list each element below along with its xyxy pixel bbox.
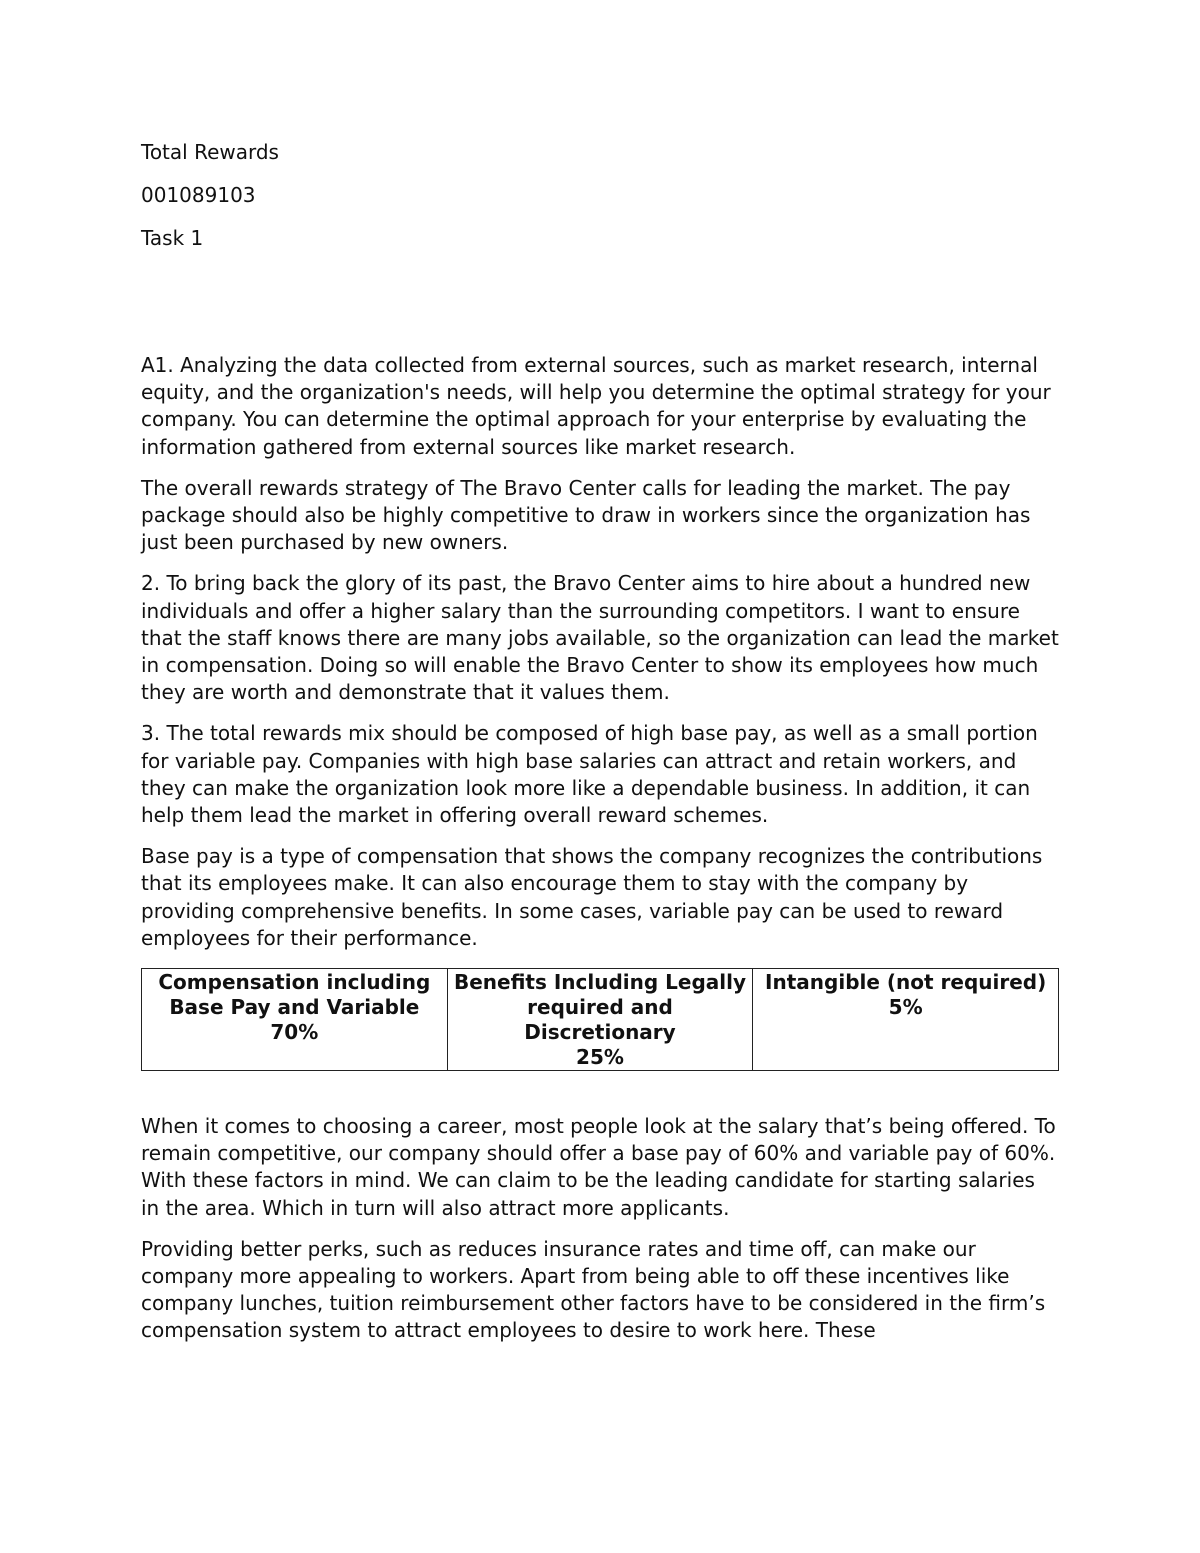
paragraph-strategy: The overall rewards strategy of The Bravo Center calls for leading the market. The pay package should also be highly competitive to draw in workers since the organization has just been purchased by new owners. [141,475,1031,555]
document-title: Total Rewards [141,140,279,164]
paragraph-base-pay: Base pay is a type of compensation that shows the company recognizes the contributions that its employees make. It can also encourage them to stay with the company by providing comprehensive benefits. In some cases, variable pay can be used to reward employees for their performance. [141,844,1043,950]
cell-percent: 25% [576,1045,624,1070]
table-row [142,969,1059,1071]
cell-percent: 5% [888,995,923,1020]
task-label: Task 1 [141,226,204,250]
cell-title: Benefits Including Legally required and Discretionary [453,970,747,1045]
document-body [141,139,1059,1359]
cell-title: Compensation including Base Pay and Variable [158,970,431,1020]
paragraph-perks: Providing better perks, such as reduces insurance rates and time off, can make our company more appealing to workers. Apart from being able to off these incentives like company lunches, tuition reimbursement other factors have to be considered in the firm’s compensation system to attract employees to desire to work here. These [141,1236,1046,1343]
cell-percent: 70% [270,1020,319,1045]
table-cell-benefits [447,969,753,1071]
blank-space [141,252,1059,352]
paragraph-career-salary: When it comes to choosing a career, most people look at the salary that’s being offered. To remain competitive, our company should offer a base pay of 60% and variable pay of 60%. With these factors in mind. We can claim to be the leading candidate for starting salaries in the area. Which in turn will also attract more applicants. [141,1114,1056,1220]
table-cell-compensation [142,969,448,1071]
table-cell-intangible [753,969,1059,1071]
paragraph-3: 3. The total rewards mix should be composed of high base pay, as well as a small portion for variable pay. Companies with high base salaries can attract and retain workers, and they can make the organization look more like a dependable business. In addition, it can help them lead the market in offering overall reward schemes. [141,721,1038,828]
paragraph-a1: A1. Analyzing the data collected from external sources, such as market research, internal equity, and the organization's needs, will help you determine the optimal strategy for your company. You can determine the optimal approach for your enterprise by evaluating the information gathered from external sources like market research. [141,353,1051,459]
paragraph-2: 2. To bring back the glory of its past, the Bravo Center aims to hire about a hundred new individuals and offer a higher salary than the surrounding competitors. I want to ensure that the staff knows there are many jobs available, so the organization can lead the market in compensation. Doing so will enable the Bravo Center to show its employees how much they are worth and demonstrate that it values them. [141,571,1059,705]
cell-title: Intangible (not required) [765,970,1047,995]
rewards-mix-table [141,968,1059,1071]
student-id: 001089103 [141,183,256,207]
